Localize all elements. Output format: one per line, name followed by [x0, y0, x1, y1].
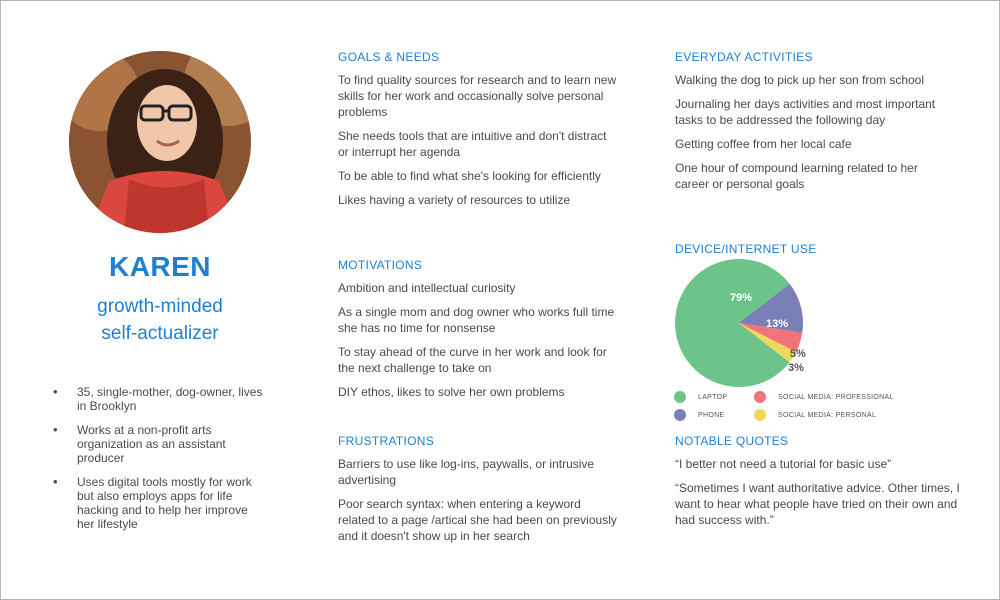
persona-tagline	[60, 293, 260, 347]
activities-item: Walking the dog to pick up her son from school	[675, 73, 925, 87]
motivations-heading: MOTIVATIONS	[338, 258, 423, 272]
frustrations-item: Poor search syntax: when entering a keyword related to a page /artical she had been on previously and it doesn't show up in her search	[338, 497, 617, 543]
motivations-section	[338, 258, 618, 408]
legend-label: SOCIAL MEDIA: PERSONAL	[778, 411, 877, 419]
legend-label: SOCIAL MEDIA: PROFESSIONAL	[778, 393, 894, 401]
tagline-line-1: growth-minded	[97, 296, 223, 317]
activities-item: One hour of compound learning related to her career or personal goals	[675, 161, 918, 191]
goals-section	[338, 50, 618, 216]
frustrations-section	[338, 434, 618, 552]
legend-item-phone	[674, 409, 724, 421]
quote-item: “Sometimes I want authoritative advice. Other times, I want to hear what people have tried on their own and had success with.”	[675, 481, 960, 527]
activities-item: Getting coffee from her local cafe	[675, 137, 852, 151]
legend-item-social-professional	[754, 391, 894, 403]
pie-data-label: 5%	[790, 348, 806, 360]
quote-item: “I better not need a tutorial for basic use”	[675, 457, 892, 471]
motivations-item: Ambition and intellectual curiosity	[338, 281, 516, 295]
activities-item: Journaling her days activities and most important tasks to be addressed the following day	[675, 97, 936, 127]
avatar	[69, 51, 251, 233]
pie-data-label: 3%	[788, 362, 804, 374]
goals-item: To be able to find what she's looking for efficiently	[338, 169, 601, 183]
device-pie-chart	[665, 259, 835, 394]
persona-name: KAREN	[108, 251, 212, 282]
bio-item: • 35, single-mother, dog-owner, lives in Brooklyn	[53, 385, 268, 413]
legend-item-laptop	[674, 391, 727, 403]
quotes-heading: NOTABLE QUOTES	[675, 434, 789, 448]
pie-data-label: 79%	[729, 292, 753, 304]
goals-heading: GOALS & NEEDS	[338, 50, 440, 64]
bio-list	[53, 385, 268, 541]
legend-label: PHONE	[698, 411, 725, 419]
motivations-item: To stay ahead of the curve in her work and look for the next challenge to take on	[338, 345, 607, 375]
bio-item: • Uses digital tools mostly for work but also employs apps for life hacking and to help her improve her lifestyle	[53, 475, 268, 531]
legend-swatch	[754, 409, 766, 421]
legend-item-social-personal	[754, 409, 876, 421]
tagline-line-2: self-actualizer	[101, 323, 219, 344]
legend-label: LAPTOP	[698, 393, 728, 401]
legend-swatch	[754, 391, 766, 403]
chart-legend	[674, 391, 924, 427]
activities-section	[675, 50, 955, 200]
quotes-section	[675, 434, 975, 536]
legend-swatch	[674, 391, 686, 403]
goals-item: She needs tools that are intuitive and don't distract or interrupt her agenda	[338, 129, 607, 159]
frustrations-heading: FRUSTRATIONS	[338, 434, 435, 448]
goals-item: Likes having a variety of resources to utilize	[338, 193, 571, 207]
device-heading: DEVICE/INTERNET USE	[675, 242, 817, 256]
frustrations-item: Barriers to use like log-ins, paywalls, or intrusive advertising	[338, 457, 595, 487]
motivations-item: As a single mom and dog owner who works full time she has no time for nonsense	[338, 305, 615, 335]
legend-swatch	[674, 409, 686, 421]
bio-item: • Works at a non-profit arts organization as an assistant producer	[53, 423, 268, 465]
goals-item: To find quality sources for research and to learn new skills for her work and occasionally solve personal problems	[338, 73, 617, 119]
motivations-item: DIY ethos, likes to solve her own problems	[338, 385, 565, 399]
activities-heading: EVERYDAY ACTIVITIES	[675, 50, 813, 64]
pie-data-label: 13%	[765, 318, 789, 330]
